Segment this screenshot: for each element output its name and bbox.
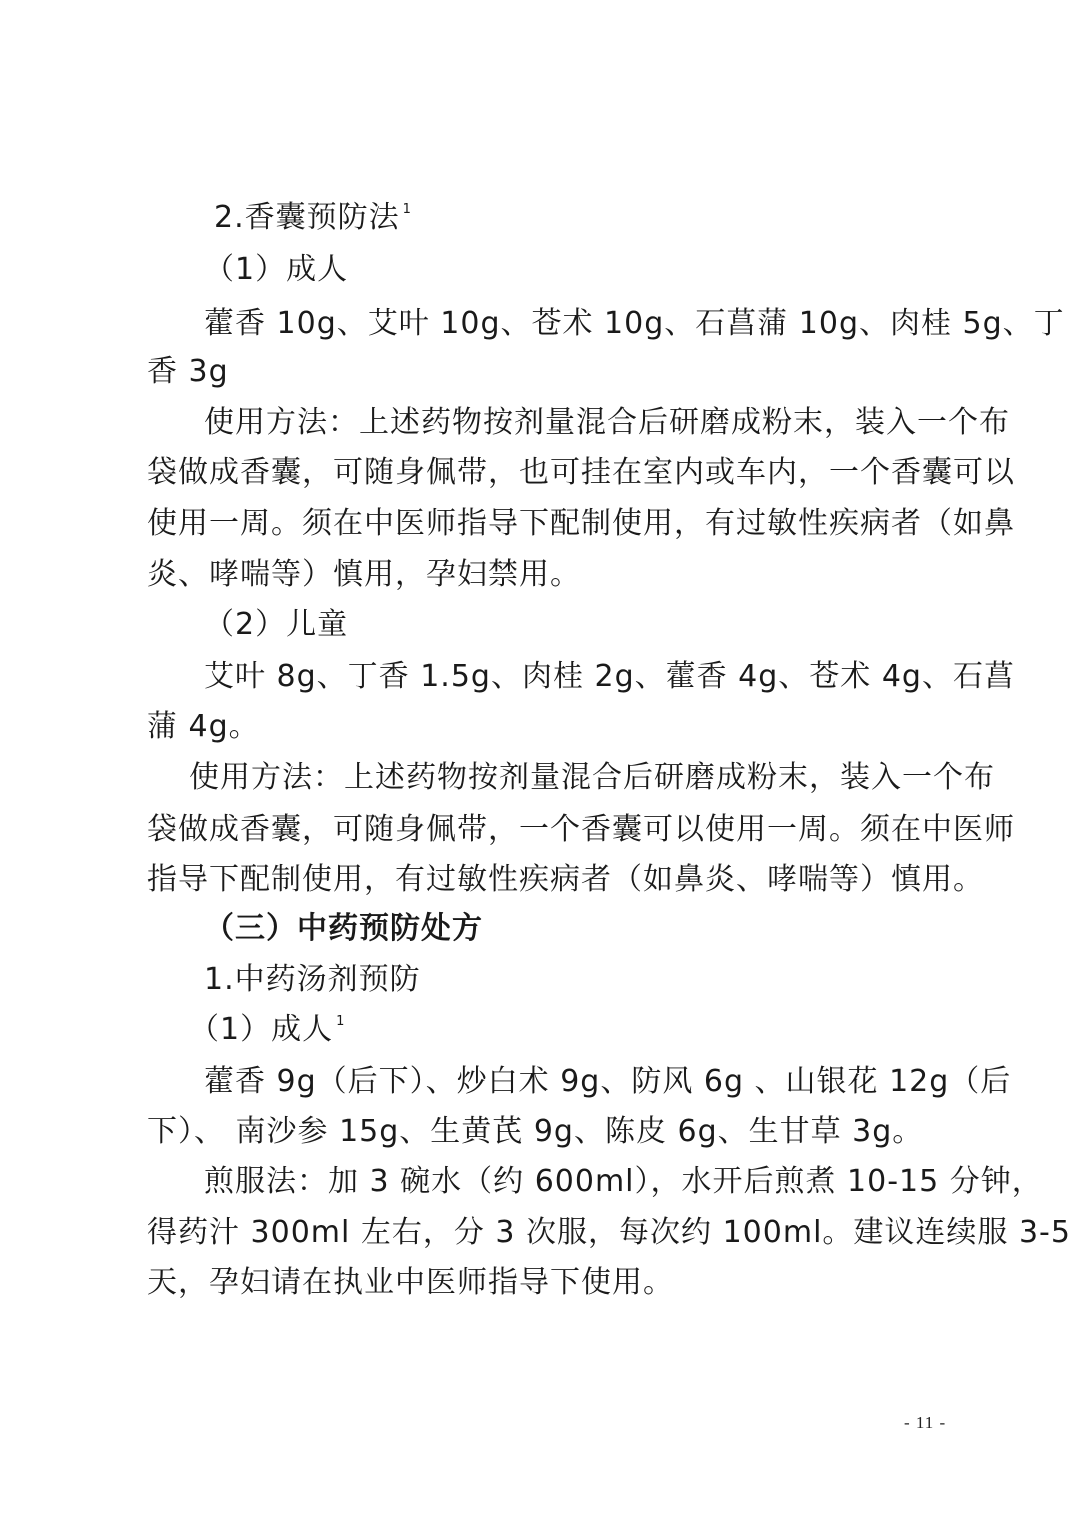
adult-heading: （1）成人 — [204, 252, 349, 287]
footnote-marker: 1 — [402, 202, 412, 217]
adult-usage-line-2: 袋做成香囊，可随身佩带，也可挂在室内或车内，一个香囊可以 — [147, 455, 1015, 490]
decoction-line-2: 得药汁 300ml 左右，分 3 次服，每次约 100ml。建议连续服 3-5 — [147, 1215, 1071, 1250]
herbal-adult-heading: （1）成人 $^1$ — [189, 1012, 346, 1047]
page-number: - 11 - — [904, 1413, 947, 1432]
adult-recipe-line-2: 香 3g — [147, 354, 229, 389]
decoction-line-3: 天，孕妇请在执业中医师指导下使用。 — [147, 1265, 674, 1300]
section-heading-sachet: 2.香囊预防法 $^1$ — [214, 200, 412, 235]
adult-recipe-line-1: 藿香 10g、艾叶 10g、苍术 10g、石菖蒲 10g、肉桂 5g、丁 — [204, 306, 1065, 341]
child-recipe-line-1: 艾叶 8g、丁香 1.5g、肉桂 2g、藿香 4g、苍术 4g、石菖 — [204, 659, 1015, 694]
adult-usage-line-4: 炎、哮喘等）慎用，孕妇禁用。 — [147, 557, 581, 592]
decoction-line-1: 煎服法：加 3 碗水（约 600ml），水开后煎煮 10-15 分钟， — [204, 1164, 1043, 1199]
child-recipe-line-2: 蒲 4g。 — [147, 709, 260, 744]
section-heading-herbal: （三）中药预防处方 — [204, 911, 483, 946]
decoction-subheading: 1.中药汤剂预防 — [204, 962, 421, 997]
adult-usage-line-1: 使用方法：上述药物按剂量混合后研磨成粉末，装入一个布 — [204, 405, 1010, 440]
adult-usage-line-3: 使用一周。须在中医师指导下配制使用，有过敏性疾病者（如鼻 — [147, 506, 1015, 541]
herbal-recipe-line-1: 藿香 9g（后下）、炒白术 9g、防风 6g 、山银花 12g（后 — [204, 1064, 1012, 1099]
child-usage-line-1: 使用方法：上述药物按剂量混合后研磨成粉末，装入一个布 — [189, 760, 995, 795]
child-heading: （2）儿童 — [204, 607, 349, 642]
child-usage-line-2: 袋做成香囊，可随身佩带，一个香囊可以使用一周。须在中医师 — [147, 812, 1015, 847]
footnote-marker: 1 — [336, 1014, 346, 1029]
child-usage-line-3: 指导下配制使用，有过敏性疾病者（如鼻炎、哮喘等）慎用。 — [147, 862, 984, 897]
herbal-recipe-line-2: 下）、 南沙参 15g、生黄芪 9g、陈皮 6g、生甘草 3g。 — [147, 1114, 924, 1149]
